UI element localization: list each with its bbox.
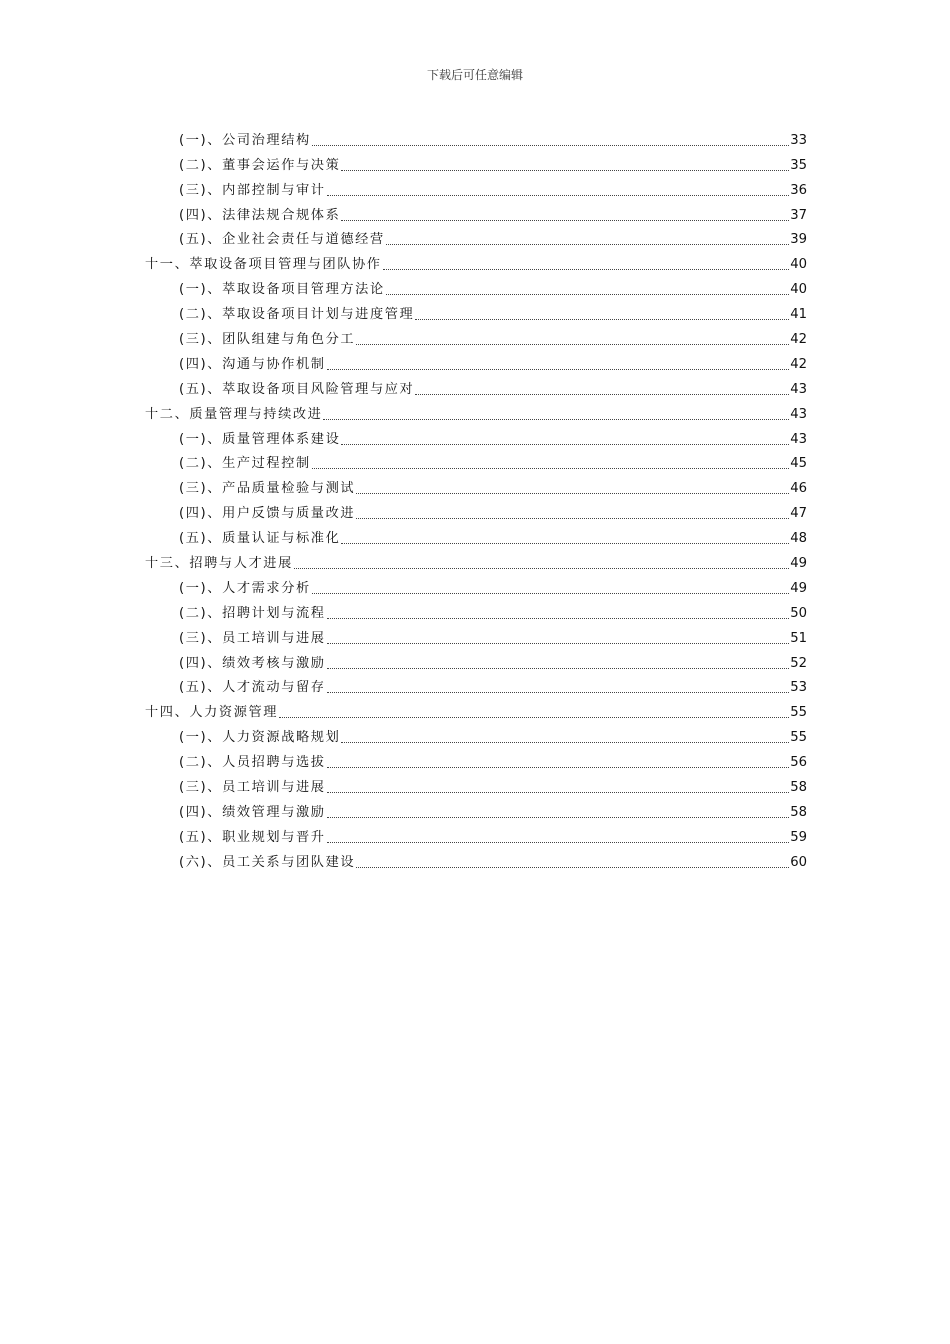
toc-dot-leader — [327, 643, 790, 644]
toc-entry-title: (二)、董事会运作与决策 — [179, 157, 341, 173]
toc-entry-page-number: 56 — [790, 755, 807, 771]
toc-dot-leader — [341, 444, 789, 445]
toc-section-entry[interactable] — [145, 746, 807, 771]
toc-chapter-entry[interactable] — [145, 696, 807, 721]
toc-entry-title: (二)、人员招聘与选拔 — [179, 755, 326, 771]
toc-entry-page-number: 49 — [790, 556, 807, 572]
toc-dot-leader — [327, 792, 790, 793]
toc-section-entry[interactable] — [145, 846, 807, 871]
toc-entry-title: (三)、团队组建与角色分工 — [179, 332, 356, 348]
toc-entry-title: (一)、公司治理结构 — [179, 132, 311, 148]
toc-entry-page-number: 43 — [790, 431, 807, 447]
toc-entry-title: 十四、人力资源管理 — [145, 705, 279, 721]
toc-entry-page-number: 39 — [790, 232, 807, 248]
toc-entry-page-number: 42 — [790, 332, 807, 348]
toc-entry-title: (五)、企业社会责任与道德经营 — [179, 232, 385, 248]
toc-section-entry[interactable] — [145, 472, 807, 497]
toc-entry-title: (一)、萃取设备项目管理方法论 — [179, 282, 385, 298]
toc-chapter-entry[interactable] — [145, 248, 807, 273]
toc-dot-leader — [312, 593, 789, 594]
toc-chapter-entry[interactable] — [145, 398, 807, 423]
toc-entry-page-number: 59 — [790, 829, 807, 845]
toc-dot-leader — [279, 717, 789, 718]
toc-section-entry[interactable] — [145, 497, 807, 522]
toc-entry-page-number: 60 — [790, 854, 807, 870]
toc-section-entry[interactable] — [145, 224, 807, 249]
toc-dot-leader — [415, 319, 789, 320]
toc-entry-title: (五)、萃取设备项目风险管理与应对 — [179, 381, 415, 397]
toc-section-entry[interactable] — [145, 199, 807, 224]
toc-section-entry[interactable] — [145, 647, 807, 672]
toc-entry-title: (三)、员工培训与进展 — [179, 630, 326, 646]
toc-dot-leader — [386, 244, 789, 245]
toc-entry-title: (四)、绩效管理与激励 — [179, 804, 326, 820]
toc-dot-leader — [341, 170, 789, 171]
toc-section-entry[interactable] — [145, 572, 807, 597]
toc-entry-title: (四)、法律法规合规体系 — [179, 207, 341, 223]
toc-section-entry[interactable] — [145, 323, 807, 348]
toc-section-entry[interactable] — [145, 273, 807, 298]
toc-chapter-entry[interactable] — [145, 547, 807, 572]
toc-entry-page-number: 46 — [790, 481, 807, 497]
toc-entry-title: (一)、人才需求分析 — [179, 580, 311, 596]
toc-entry-page-number: 52 — [790, 655, 807, 671]
toc-entry-title: (四)、用户反馈与质量改进 — [179, 506, 356, 522]
toc-section-entry[interactable] — [145, 373, 807, 398]
toc-entry-title: (五)、人才流动与留存 — [179, 680, 326, 696]
toc-entry-page-number: 43 — [790, 406, 807, 422]
page-header-note: 下载后可任意编辑 — [426, 68, 523, 82]
toc-entry-page-number: 40 — [790, 282, 807, 298]
toc-entry-title: (五)、质量认证与标准化 — [179, 531, 341, 547]
toc-entry-page-number: 33 — [790, 132, 807, 148]
toc-entry-page-number: 47 — [790, 506, 807, 522]
toc-entry-page-number: 48 — [790, 531, 807, 547]
toc-entry-page-number: 55 — [790, 705, 807, 721]
toc-entry-page-number: 55 — [790, 730, 807, 746]
toc-dot-leader — [327, 767, 790, 768]
toc-section-entry[interactable] — [145, 597, 807, 622]
toc-entry-page-number: 51 — [790, 630, 807, 646]
toc-dot-leader — [356, 867, 789, 868]
toc-section-entry[interactable] — [145, 448, 807, 473]
toc-dot-leader — [386, 294, 789, 295]
toc-section-entry[interactable] — [145, 348, 807, 373]
toc-dot-leader — [312, 145, 789, 146]
toc-dot-leader — [327, 817, 790, 818]
toc-entry-title: (四)、绩效考核与激励 — [179, 655, 326, 671]
toc-entry-title: (三)、员工培训与进展 — [179, 780, 326, 796]
toc-entry-title: 十一、萃取设备项目管理与团队协作 — [145, 257, 382, 273]
toc-section-entry[interactable] — [145, 622, 807, 647]
toc-entry-title: (三)、内部控制与审计 — [179, 182, 326, 198]
toc-dot-leader — [341, 543, 789, 544]
toc-entry-page-number: 49 — [790, 580, 807, 596]
toc-section-entry[interactable] — [145, 771, 807, 796]
toc-dot-leader — [294, 568, 789, 569]
toc-entry-page-number: 58 — [790, 804, 807, 820]
toc-section-entry[interactable] — [145, 522, 807, 547]
toc-section-entry[interactable] — [145, 124, 807, 149]
toc-entry-page-number: 58 — [790, 780, 807, 796]
toc-entry-page-number: 37 — [790, 207, 807, 223]
toc-section-entry[interactable] — [145, 821, 807, 846]
toc-entry-title: 十二、质量管理与持续改进 — [145, 406, 323, 422]
toc-entry-title: (一)、人力资源战略规划 — [179, 730, 341, 746]
toc-entry-title: (一)、质量管理体系建设 — [179, 431, 341, 447]
toc-dot-leader — [356, 344, 789, 345]
toc-dot-leader — [356, 493, 789, 494]
toc-dot-leader — [341, 742, 789, 743]
toc-dot-leader — [356, 518, 789, 519]
toc-entry-page-number: 40 — [790, 257, 807, 273]
toc-dot-leader — [415, 394, 789, 395]
toc-dot-leader — [327, 692, 790, 693]
toc-section-entry[interactable] — [145, 298, 807, 323]
toc-section-entry[interactable] — [145, 672, 807, 697]
toc-dot-leader — [327, 195, 790, 196]
toc-entry-title: (六)、员工关系与团队建设 — [179, 854, 356, 870]
toc-entry-page-number: 45 — [790, 456, 807, 472]
toc-entry-title: (四)、沟通与协作机制 — [179, 356, 326, 372]
toc-dot-leader — [323, 419, 789, 420]
toc-dot-leader — [383, 269, 790, 270]
toc-dot-leader — [312, 468, 789, 469]
toc-dot-leader — [327, 618, 790, 619]
toc-entry-title: (二)、招聘计划与流程 — [179, 605, 326, 621]
toc-entry-title: (二)、生产过程控制 — [179, 456, 311, 472]
toc-section-entry[interactable] — [145, 796, 807, 821]
table-of-contents — [145, 124, 807, 871]
toc-dot-leader — [327, 668, 790, 669]
toc-dot-leader — [341, 220, 789, 221]
toc-entry-page-number: 36 — [790, 182, 807, 198]
toc-dot-leader — [327, 842, 790, 843]
toc-entry-title: (五)、职业规划与晋升 — [179, 829, 326, 845]
toc-entry-page-number: 35 — [790, 157, 807, 173]
toc-entry-page-number: 53 — [790, 680, 807, 696]
toc-entry-page-number: 50 — [790, 605, 807, 621]
toc-entry-title: (三)、产品质量检验与测试 — [179, 481, 356, 497]
toc-entry-title: 十三、招聘与人才进展 — [145, 556, 293, 572]
toc-section-entry[interactable] — [145, 721, 807, 746]
toc-section-entry[interactable] — [145, 149, 807, 174]
toc-entry-page-number: 41 — [790, 307, 807, 323]
toc-entry-page-number: 43 — [790, 381, 807, 397]
toc-entry-page-number: 42 — [790, 356, 807, 372]
toc-entry-title: (二)、萃取设备项目计划与进度管理 — [179, 307, 415, 323]
toc-dot-leader — [327, 369, 790, 370]
toc-section-entry[interactable] — [145, 423, 807, 448]
toc-section-entry[interactable] — [145, 174, 807, 199]
